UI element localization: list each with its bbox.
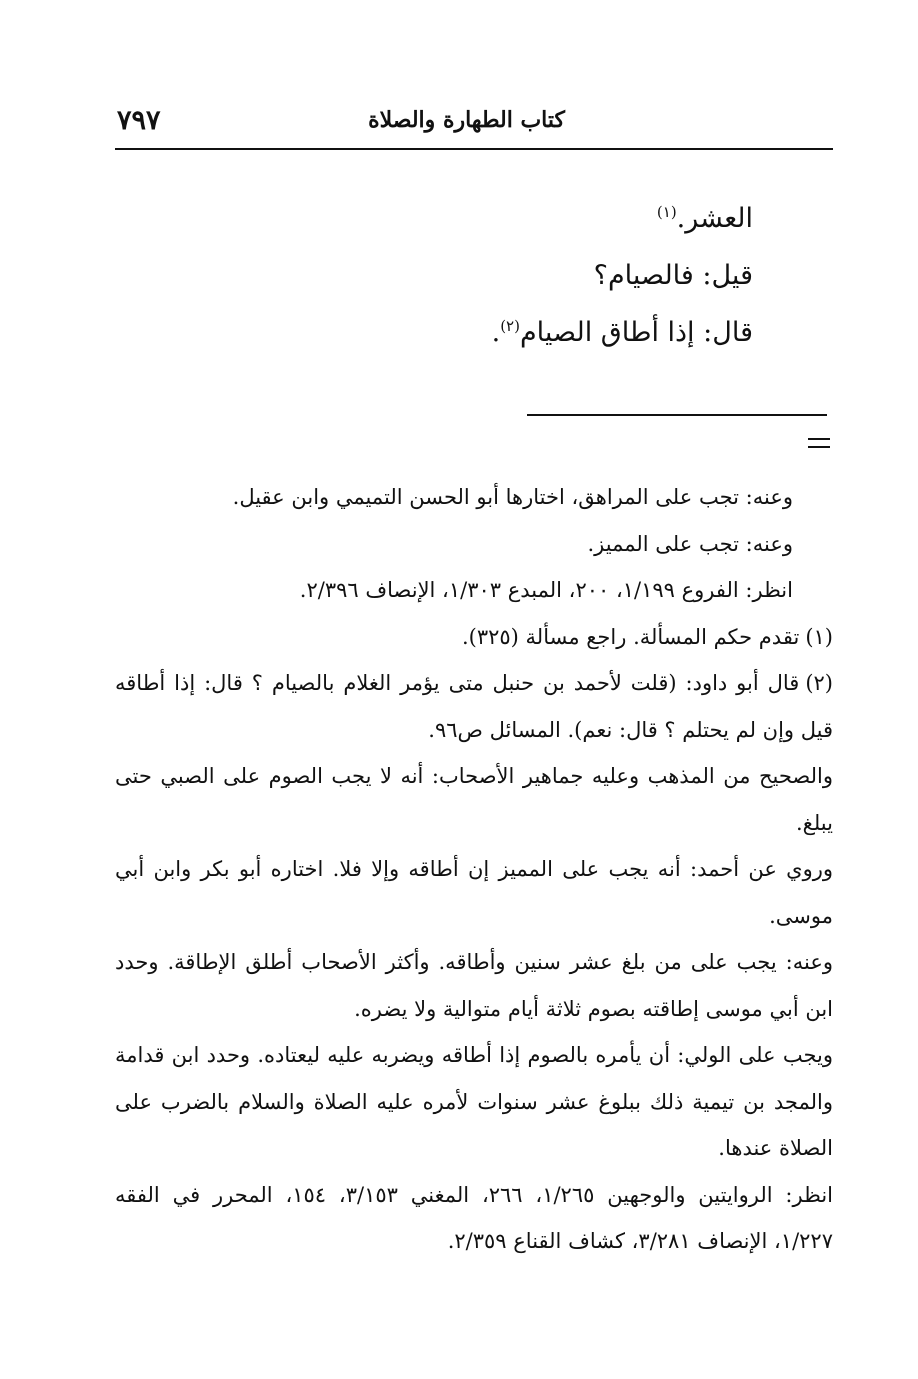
main-line xyxy=(193,304,753,361)
footnote-text: قال أبو داود: (قلت لأحمد بن حنبل متى يؤمر الغلام بالصيام ؟ قال: إذا أطاقه قيل وإن لم يحتلم ؟ قال: نعم). المسائل ص٩٦. xyxy=(115,671,833,742)
footnote-paragraph: انظر: الروايتين والوجهين ١/٢٦٥، ٢٦٦، المغني ٣/١٥٣، ١٥٤، المحرر في الفقه ١/٢٢٧، الإنصاف ٣/٢٨١، كشاف القناع ٢/٣٥٩. xyxy=(115,1182,834,1253)
main-text xyxy=(193,190,753,361)
header-rule xyxy=(115,148,833,150)
main-line xyxy=(193,190,753,247)
footnote-paragraph: وعنه: يجب على من بلغ عشر سنين وأطاقه. وأكثر الأصحاب أطلق الإطاقة. وحدد ابن أبي موسى إطاقته بصوم ثلاثة أيام متوالية ولا يضره. xyxy=(115,950,833,1021)
main-line-end: . xyxy=(491,317,501,348)
footnote-continuation: وعنه: تجب على المميز. xyxy=(587,531,793,556)
main-line-text: قال: إذا أطاق الصيام xyxy=(519,317,753,348)
footnote-label: (٢) xyxy=(805,671,833,695)
footnote-2 xyxy=(115,660,833,753)
continuation-mark xyxy=(808,438,830,454)
footnote-ref[interactable]: (٢) xyxy=(500,317,520,335)
footnote-separator xyxy=(527,414,827,416)
footnote-text: تقدم حكم المسألة. راجع مسألة (٣٢٥). xyxy=(461,624,800,649)
footnote-continuation: انظر: الفروع ١/١٩٩، ٢٠٠، المبدع ١/٣٠٣، الإنصاف ٢/٣٩٦. xyxy=(299,578,793,602)
footnote-continuation: وعنه: تجب على المراهق، اختارها أبو الحسن التميمي وابن عقيل. xyxy=(232,485,793,509)
footnote-paragraph: وروي عن أحمد: أنه يجب على المميز إن أطاقه وإلا فلا. اختاره أبو بكر وابن أبي موسى. xyxy=(115,857,833,928)
footnotes xyxy=(115,474,833,1265)
page-number: ٧٩٧ xyxy=(117,105,161,136)
footnote-1 xyxy=(115,614,833,661)
footnote-paragraph: ويجب على الولي: أن يأمره بالصوم إذا أطاقه ويضربه عليه ليعتاده. وحدد ابن قدامة والمجد بن تيمية ذلك ببلوغ عشر سنوات لأمره عليه الصلاة والسلام بالضرب على الصلاة عندها. xyxy=(115,1043,833,1160)
running-title: كتاب الطهارة والصلاة xyxy=(368,107,565,133)
footnote-ref[interactable]: (١) xyxy=(656,203,677,221)
main-line: قيل: فالصيام؟ xyxy=(593,260,753,291)
main-line-text: العشر. xyxy=(676,203,753,234)
footnote-label: (١) xyxy=(805,624,833,649)
footnote-paragraph: والصحيح من المذهب وعليه جماهير الأصحاب: أنه لا يجب الصوم على الصبي حتى يبلغ. xyxy=(115,764,833,835)
page-header xyxy=(115,105,833,145)
